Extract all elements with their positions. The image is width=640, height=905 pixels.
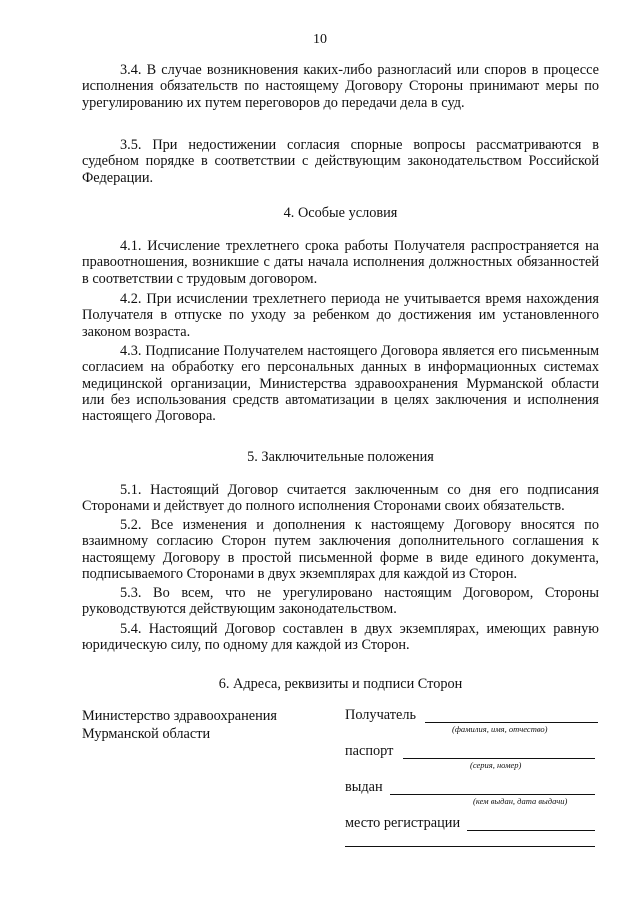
issued-line [390, 794, 595, 795]
passport-label: паспорт [345, 743, 394, 759]
issued-label: выдан [345, 779, 383, 795]
registration-line [467, 830, 595, 831]
registration-line-2 [345, 846, 595, 847]
clause-4-1: 4.1. Исчисление трехлетнего срока работы Получателя распространяется на правоотношения, возникшие с даты начала исполнения должностных обязанностей в соответствии с трудовым договором. [82, 238, 599, 287]
issued-hint: (кем выдан, дата выдачи) [473, 796, 568, 806]
recipient-label: Получатель [345, 707, 416, 723]
ministry-name: Министерство здравоохранения Мурманской области [82, 708, 277, 742]
passport-hint: (серия, номер) [470, 760, 522, 770]
page-number: 10 [313, 32, 327, 47]
section-5-heading: 5. Заключительные положения [247, 449, 434, 465]
section-4-heading: 4. Особые условия [283, 205, 398, 221]
clause-5-1: 5.1. Настоящий Договор считается заключенным со дня его подписания Сторонами и действует до полного исполнения Сторонами своих обязательств. [82, 482, 599, 515]
clause-5-2: 5.2. Все изменения и дополнения к настоящему Договору вносятся по взаимному согласию Сторон путем заключения дополнительного соглашения к настоящему Договору в простой письменной форме в виде единого документа, подписываемого Сторонами в двух экземплярах для каждой из Сторон. [82, 517, 599, 582]
clause-4-2: 4.2. При исчислении трехлетнего периода не учитывается время нахождения Получателя в отпуске по уходу за ребенком до достижения им установленного законом возраста. [82, 291, 599, 340]
clause-3-5: 3.5. При недостижении согласия спорные вопросы рассматриваются в судебном порядке в соответствии с действующим законодательством Российской Федерации. [82, 137, 599, 186]
recipient-line [425, 722, 598, 723]
clause-3-4: 3.4. В случае возникновения каких-либо разногласий или споров в процессе исполнения обязательств по настоящему Договору Стороны принимают меры по урегулированию их путем переговоров до передачи дела в суд. [82, 62, 599, 111]
clause-4-3: 4.3. Подписание Получателем настоящего Договора является его письменным согласием на обработку его персональных данных в информационных системах медицинской организации, Министерства здравоохранения Мурманской области или без использования средств автоматизации в целях заключения и исполнения настоящего Договора. [82, 343, 599, 425]
clause-5-4: 5.4. Настоящий Договор составлен в двух экземплярах, имеющих равную юридическую силу, по одному для каждой из Сторон. [82, 621, 599, 654]
passport-line [403, 758, 595, 759]
clause-5-3: 5.3. Во всем, что не урегулировано настоящим Договором, Стороны руководствуются действующим законодательством. [82, 585, 599, 618]
registration-label: место регистрации [345, 815, 461, 831]
section-6-heading: 6. Адреса, реквизиты и подписи Сторон [218, 676, 463, 692]
recipient-hint: (фамилия, имя, отчество) [452, 724, 548, 734]
